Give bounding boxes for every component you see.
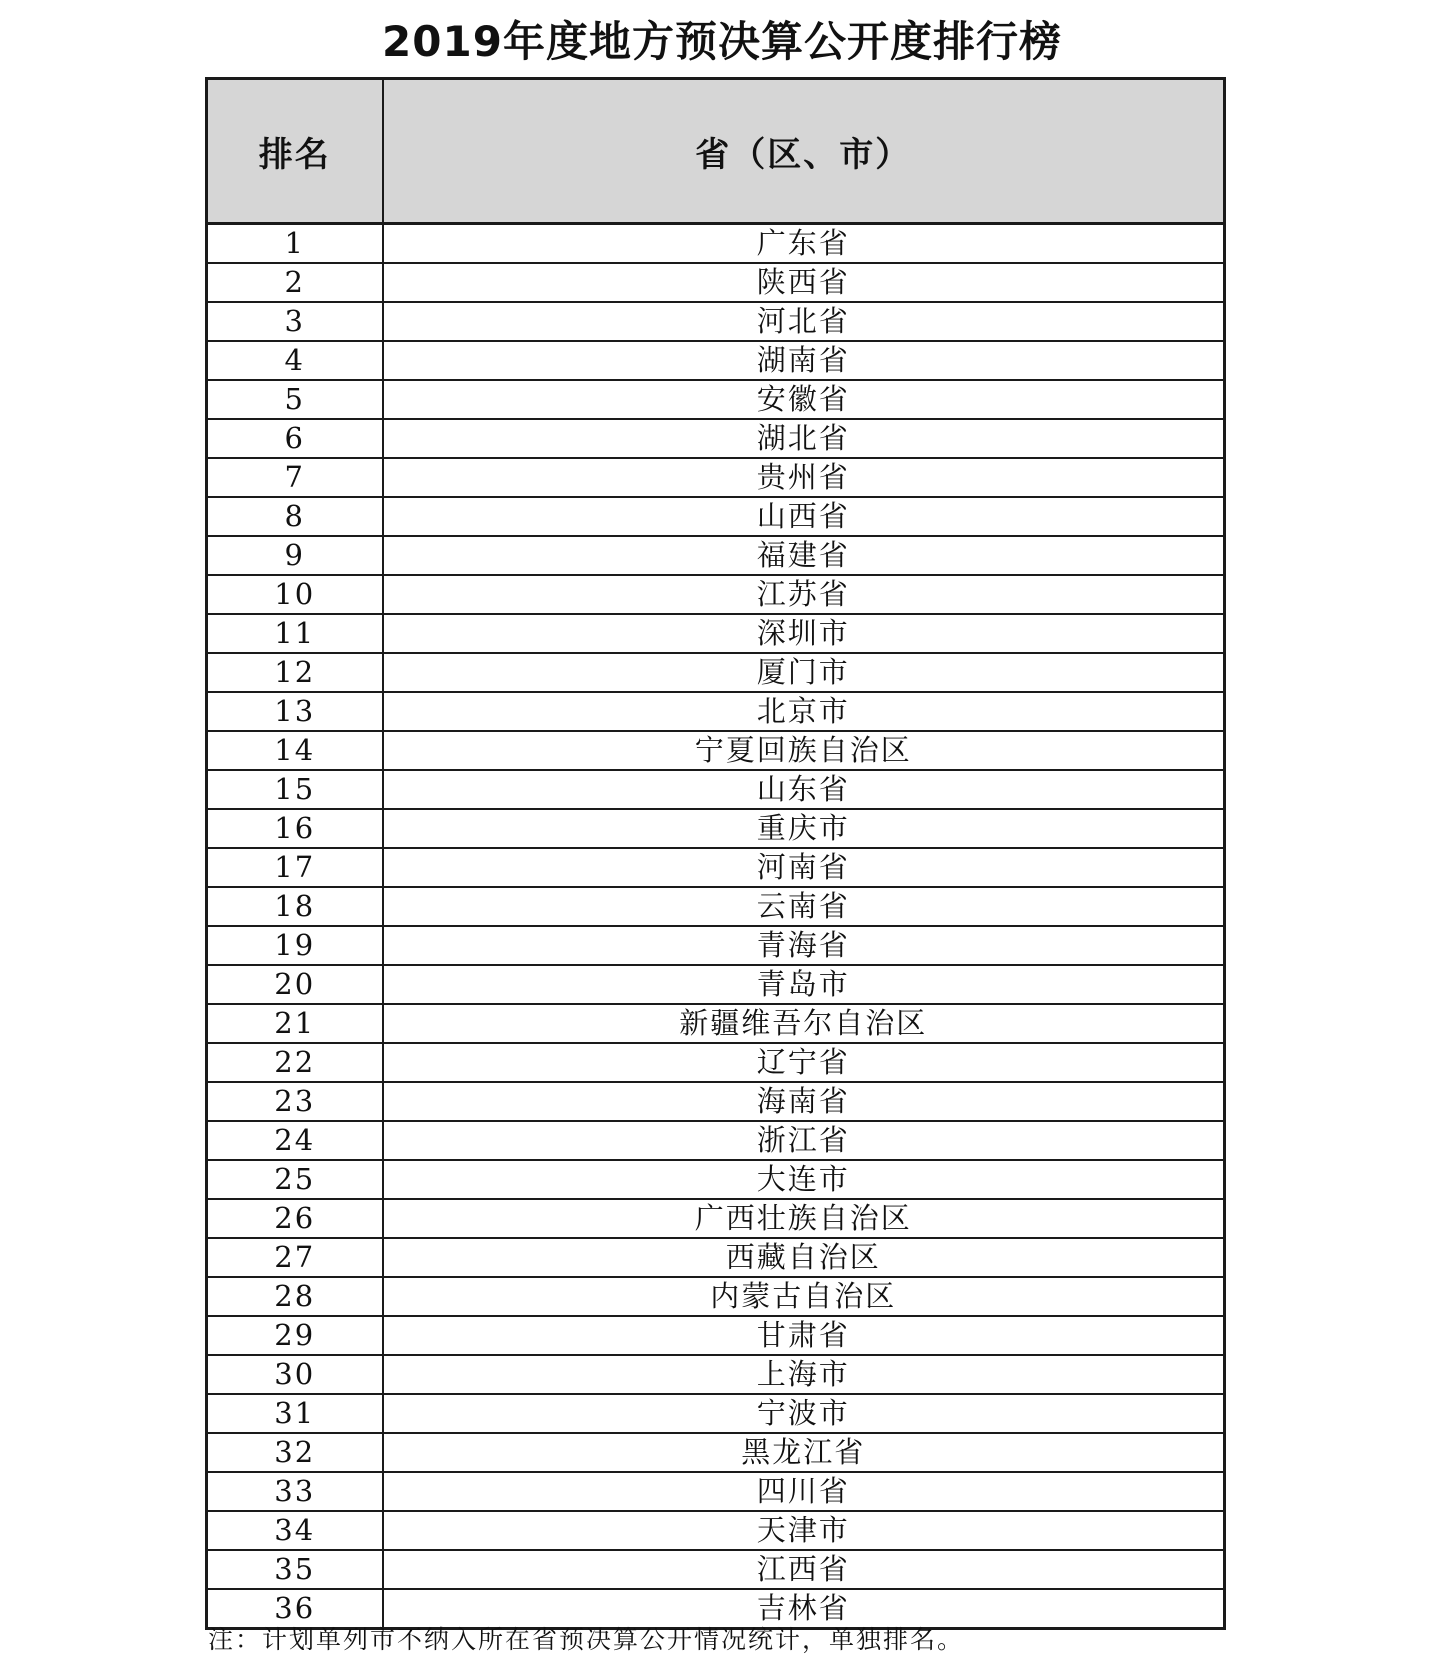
table-row [207,887,1225,926]
rank-cell: 13 [207,692,383,731]
rank-cell: 10 [207,575,383,614]
page-title: 2019年度地方预决算公开度排行榜 [382,17,1062,66]
ranking-table [205,77,1226,1630]
rank-cell: 14 [207,731,383,770]
province-cell: 北京市 [383,692,1225,731]
province-cell: 山东省 [383,770,1225,809]
rank-cell: 29 [207,1316,383,1355]
table-row [207,1121,1225,1160]
rank-cell: 33 [207,1472,383,1511]
rank-cell: 15 [207,770,383,809]
province-cell: 云南省 [383,887,1225,926]
rank-cell: 25 [207,1160,383,1199]
province-cell: 辽宁省 [383,1043,1225,1082]
rank-cell: 20 [207,965,383,1004]
rank-cell: 3 [207,302,383,341]
province-cell: 湖南省 [383,341,1225,380]
table-row [207,341,1225,380]
rank-cell: 17 [207,848,383,887]
rank-cell: 11 [207,614,383,653]
rank-cell: 6 [207,419,383,458]
province-column-header: 省（区、市） [383,79,1225,224]
table-row [207,1004,1225,1043]
table-row [207,926,1225,965]
table-row [207,1433,1225,1472]
rank-cell: 35 [207,1550,383,1589]
table-row [207,809,1225,848]
rank-cell: 4 [207,341,383,380]
province-cell: 天津市 [383,1511,1225,1550]
table-row [207,1394,1225,1433]
rank-cell: 16 [207,809,383,848]
table-row [207,770,1225,809]
province-cell: 青海省 [383,926,1225,965]
rank-cell: 32 [207,1433,383,1472]
table-row [207,419,1225,458]
province-cell: 贵州省 [383,458,1225,497]
rank-cell: 12 [207,653,383,692]
rank-cell: 22 [207,1043,383,1082]
rank-cell: 26 [207,1199,383,1238]
province-cell: 广西壮族自治区 [383,1199,1225,1238]
table-row [207,653,1225,692]
ranking-table-container [205,77,1223,1630]
table-row [207,302,1225,341]
table-row [207,1550,1225,1589]
province-cell: 吉林省 [383,1589,1225,1629]
province-cell: 深圳市 [383,614,1225,653]
rank-column-header: 排名 [207,79,383,224]
rank-cell: 24 [207,1121,383,1160]
province-cell: 青岛市 [383,965,1225,1004]
province-cell: 广东省 [383,224,1225,264]
table-row [207,1355,1225,1394]
province-cell: 安徽省 [383,380,1225,419]
province-cell: 河南省 [383,848,1225,887]
province-cell: 厦门市 [383,653,1225,692]
table-row [207,614,1225,653]
province-cell: 宁夏回族自治区 [383,731,1225,770]
rank-cell: 5 [207,380,383,419]
table-row [207,848,1225,887]
province-cell: 江西省 [383,1550,1225,1589]
table-row [207,224,1225,264]
rank-cell: 7 [207,458,383,497]
table-row [207,380,1225,419]
table-row [207,536,1225,575]
rank-cell: 27 [207,1238,383,1277]
table-row [207,1082,1225,1121]
rank-cell: 8 [207,497,383,536]
rank-cell: 21 [207,1004,383,1043]
province-cell: 陕西省 [383,263,1225,302]
table-row [207,1589,1225,1629]
table-row [207,1472,1225,1511]
table-row [207,1238,1225,1277]
province-cell: 内蒙古自治区 [383,1277,1225,1316]
table-header-row [207,79,1225,224]
province-cell: 四川省 [383,1472,1225,1511]
rank-cell: 31 [207,1394,383,1433]
province-cell: 宁波市 [383,1394,1225,1433]
province-cell: 重庆市 [383,809,1225,848]
rank-cell: 30 [207,1355,383,1394]
province-cell: 海南省 [383,1082,1225,1121]
table-row [207,263,1225,302]
province-cell: 西藏自治区 [383,1238,1225,1277]
table-row [207,965,1225,1004]
table-row [207,458,1225,497]
province-cell: 山西省 [383,497,1225,536]
rank-cell: 9 [207,536,383,575]
table-row [207,1199,1225,1238]
footnote: 注：计划单列市不纳入所在省预决算公开情况统计，单独排名。 [208,1625,965,1654]
table-row [207,575,1225,614]
province-cell: 黑龙江省 [383,1433,1225,1472]
rank-cell: 19 [207,926,383,965]
table-row [207,1316,1225,1355]
table-row [207,731,1225,770]
province-cell: 河北省 [383,302,1225,341]
rank-cell: 18 [207,887,383,926]
table-body [207,224,1225,1629]
table-row [207,497,1225,536]
rank-cell: 34 [207,1511,383,1550]
table-row [207,692,1225,731]
table-row [207,1160,1225,1199]
rank-cell: 2 [207,263,383,302]
province-cell: 湖北省 [383,419,1225,458]
table-row [207,1511,1225,1550]
province-cell: 大连市 [383,1160,1225,1199]
rank-cell: 1 [207,224,383,264]
rank-cell: 36 [207,1589,383,1629]
province-cell: 新疆维吾尔自治区 [383,1004,1225,1043]
table-row [207,1277,1225,1316]
province-cell: 江苏省 [383,575,1225,614]
rank-cell: 23 [207,1082,383,1121]
province-cell: 浙江省 [383,1121,1225,1160]
province-cell: 上海市 [383,1355,1225,1394]
table-row [207,1043,1225,1082]
province-cell: 甘肃省 [383,1316,1225,1355]
rank-cell: 28 [207,1277,383,1316]
province-cell: 福建省 [383,536,1225,575]
